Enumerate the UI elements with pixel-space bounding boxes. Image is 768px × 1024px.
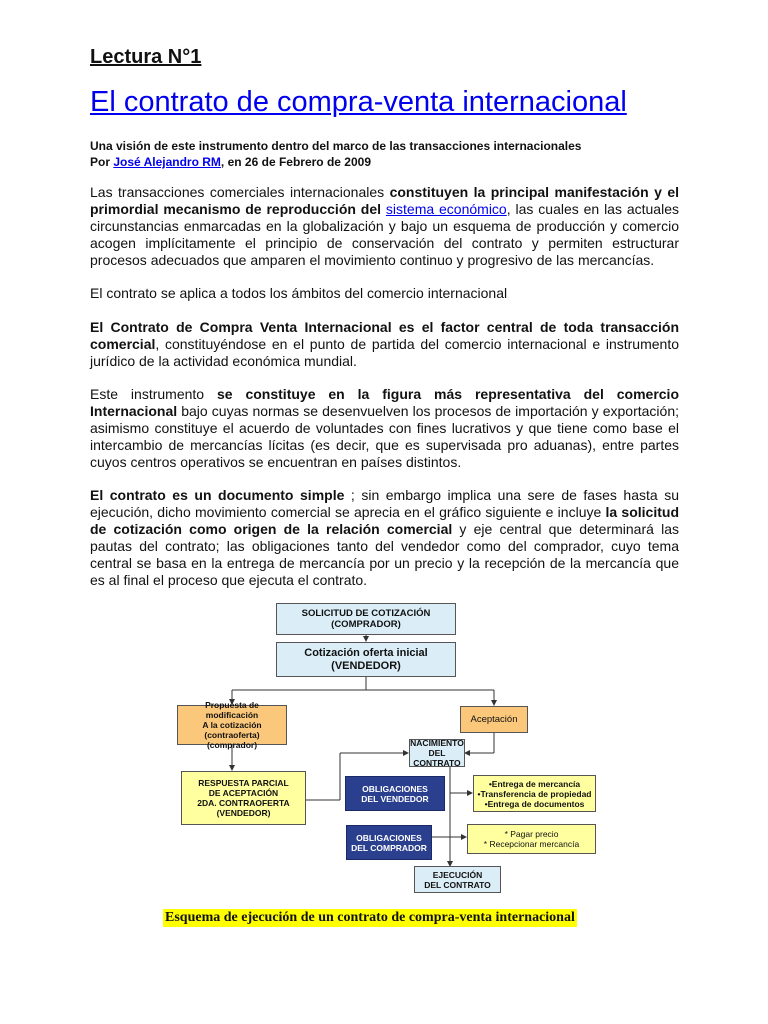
lecture-number: Lectura N°1: [90, 46, 202, 68]
nacimiento-contrato-box: [409, 739, 465, 767]
diagram-caption: Esquema de ejecución de un contrato de compra-venta internacional: [165, 910, 575, 925]
nacimiento-line-1: NACIMIENTO: [410, 738, 464, 748]
respuesta-line-4: (VENDEDOR): [216, 808, 271, 818]
p5-bold-2: la solicitud de cotización como origen de la relación comercial: [90, 504, 679, 537]
respuesta-line-2: DE ACEPTACIÓN: [208, 788, 279, 798]
p4-text-1: Este instrumento: [90, 386, 217, 402]
p5-bold-1: El contrato es un documento simple: [90, 487, 345, 503]
propuesta-line-3: (comprador): [206, 740, 258, 750]
comprador-item-1: * Pagar precio: [504, 829, 559, 839]
p3-bold-1: El Contrato de Compra Venta Internacional es el factor central de toda transacción comercial: [90, 319, 679, 352]
p5-text-2: y eje central que determinará las pautas del contrato; las obligaciones tanto del vendedor como del comprador, cuyo tema central se basa en la entrega de mercancía por un precio y la recepción de la mercancía que es al final el proceso que ejecuta el contrato.: [90, 521, 679, 588]
p1-bold-1: constituyen la principal manifestación y el primordial mecanismo de reproducción del: [90, 184, 679, 217]
solicitud-line-1: SOLICITUD DE COTIZACIÓN: [301, 608, 431, 619]
cotizacion-oferta-box: [276, 642, 456, 677]
p1-text-1: Las transacciones comerciales internacionales: [90, 184, 390, 200]
aceptacion-label: Aceptación: [470, 714, 518, 725]
oblig-comprador-line-1: OBLIGACIONES: [356, 832, 422, 843]
nacimiento-line-2: DEL CONTRATO: [413, 748, 461, 768]
obligaciones-vendedor-box: [345, 776, 445, 811]
cotizacion-line-1: Cotización oferta inicial: [304, 646, 428, 659]
propuesta-line-2: A la cotización (contraoferta): [202, 720, 262, 740]
por-label: Por: [90, 155, 114, 169]
sistema-economico-link[interactable]: sistema económico: [385, 201, 507, 217]
cotizacion-line-2: (VENDEDOR): [331, 659, 401, 672]
vendedor-item-2: •Transferencia de propiedad: [477, 788, 592, 799]
obligaciones-comprador-box: [346, 825, 432, 860]
vendedor-item-1: •Entrega de mercancía: [488, 778, 581, 789]
p3-text-1: , constituyéndose en el punto de partida del comercio internacional e instrumento jurídico de la actividad económica mundial.: [90, 336, 679, 369]
comprador-item-2: * Recepcionar mercancía: [483, 839, 580, 849]
subtitle-text: Una visión de este instrumento dentro del marco de las transacciones internacionales: [90, 139, 582, 153]
solicitud-line-2: (COMPRADOR): [331, 619, 401, 630]
respuesta-parcial-box: [181, 771, 306, 825]
paragraph-2: El contrato se aplica a todos los ámbitos del comercio internacional: [90, 285, 508, 301]
vendedor-items-box: [473, 775, 596, 812]
date-text: , en 26 de Febrero de 2009: [220, 155, 371, 169]
solicitud-cotizacion-box: [276, 603, 456, 635]
propuesta-line-1: Propuesta de modificación: [205, 700, 259, 720]
aceptacion-box: [460, 706, 528, 733]
vendedor-item-3: •Entrega de documentos: [484, 798, 585, 809]
ejecucion-line-1: EJECUCIÓN: [432, 869, 483, 880]
oblig-vendedor-line-2: DEL VENDEDOR: [361, 793, 429, 804]
ejecucion-contrato-box: [414, 866, 501, 893]
propuesta-modificacion-box: [177, 700, 287, 750]
oblig-comprador-line-2: DEL COMPRADOR: [351, 842, 427, 853]
p1-text-2: , las cuales en las actuales circunstancias enmarcadas en la globalización y bajo un esquema de producción y comercio acogen implícitamente el principio de conservación del contrato y permiten estructurar procesos adecuados que amparen el movimiento continuo y progresivo de las mercancías.: [90, 201, 679, 268]
oblig-vendedor-line-1: OBLIGACIONES: [362, 783, 428, 794]
p4-bold-1: se constituye en la figura más representativa del comercio Internacional: [90, 386, 679, 419]
p4-text-2: bajo cuyas normas se desenvuelven los procesos de importación y exportación; asimismo constituye el acuerdo de voluntades con fines lucrativos y que tiene como base el intercambio de mercancías lícitas (es decir, que es supervisada pro aduanas), entre partes cuyos centros operativos se encuentran en países distintos.: [90, 403, 679, 470]
ejecucion-line-2: DEL CONTRATO: [424, 879, 491, 890]
comprador-items-box: [467, 824, 596, 854]
author-link[interactable]: José Alejandro RM: [113, 155, 221, 169]
p5-text-1: ; sin embargo implica una sere de fases hasta su ejecución, dicho movimiento comercial se aprecia en el gráfico siguiente e incluye: [90, 487, 679, 520]
respuesta-line-1: RESPUESTA PARCIAL: [198, 778, 289, 788]
respuesta-line-3: 2DA. CONTRAOFERTA: [197, 798, 290, 808]
page-title-link[interactable]: El contrato de compra-venta internacional: [90, 86, 627, 118]
